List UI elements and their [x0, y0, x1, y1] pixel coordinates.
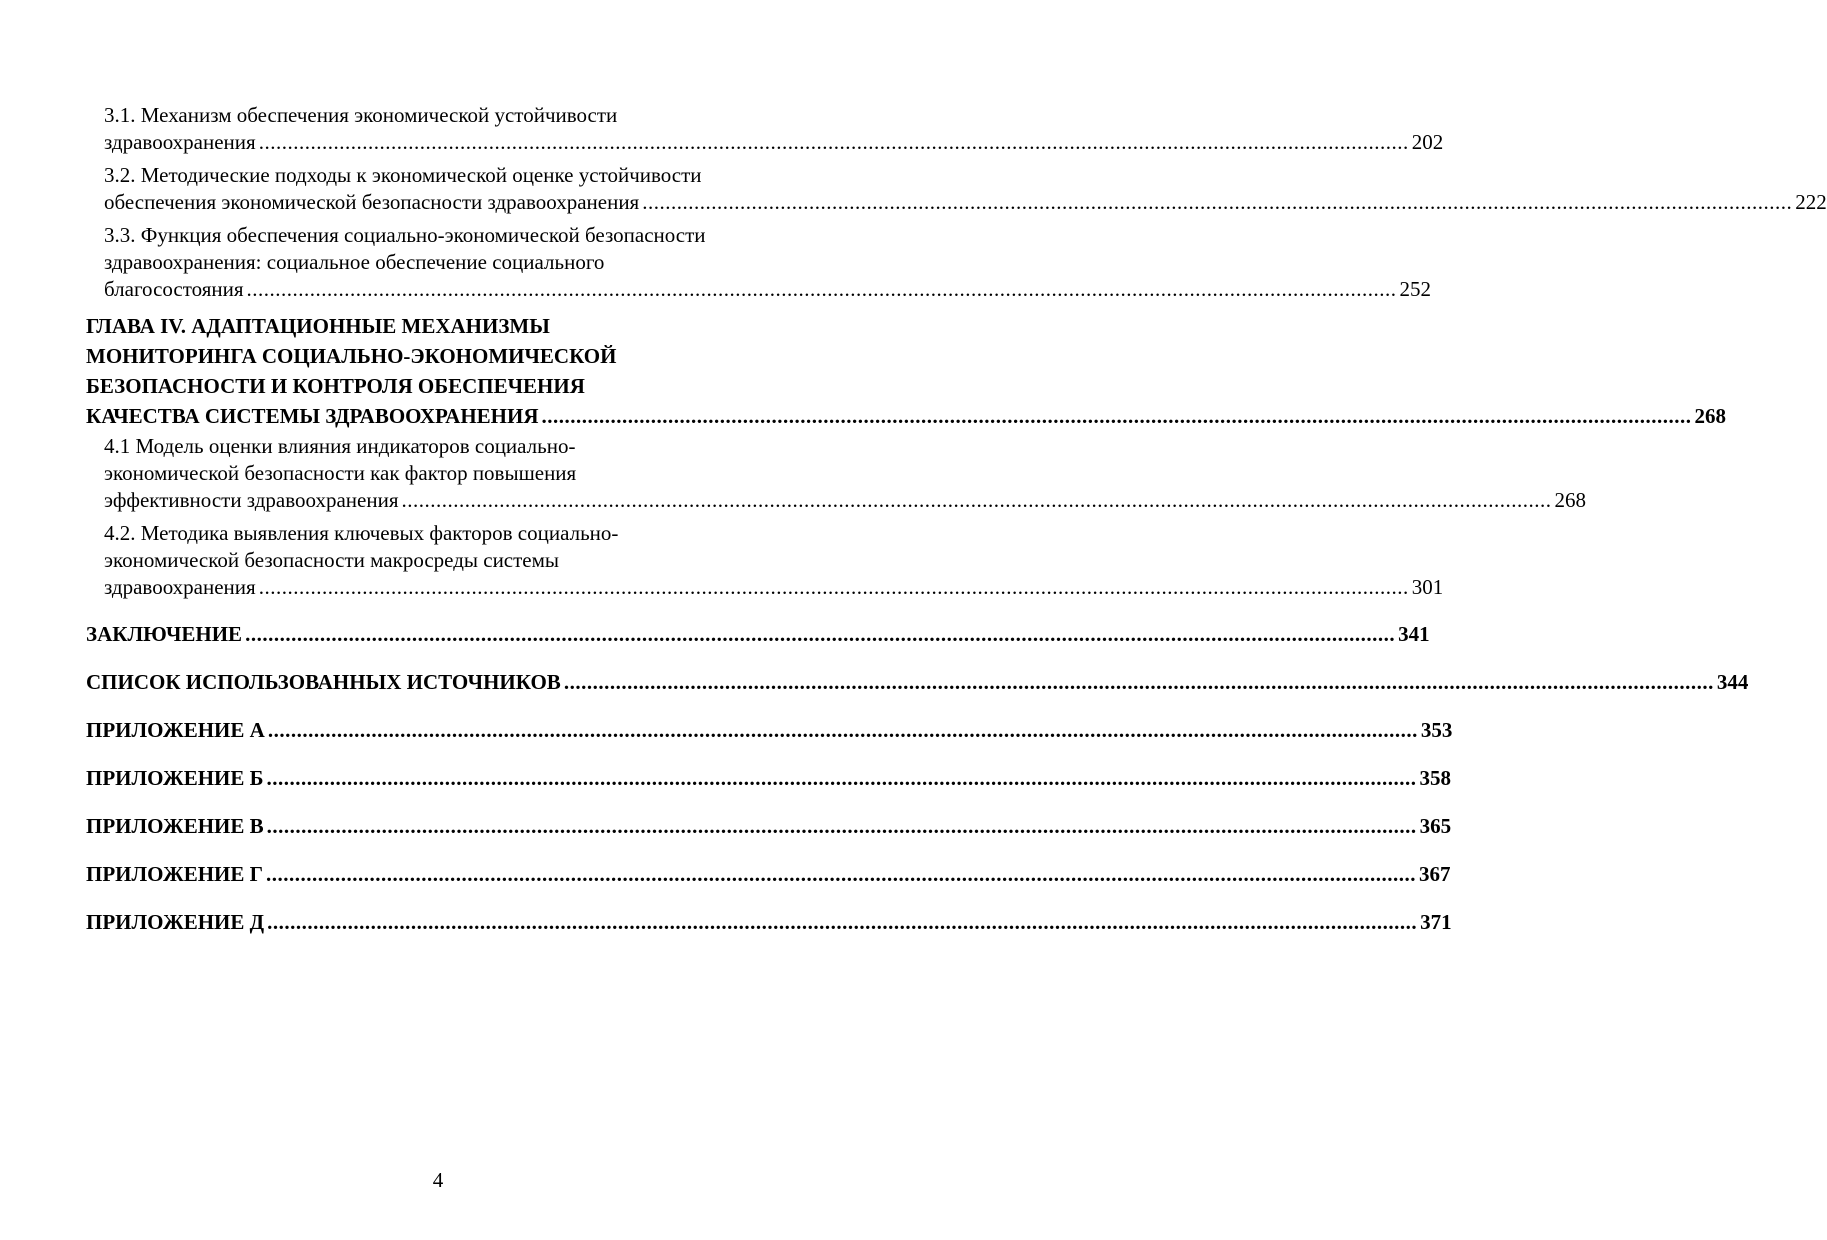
toc-entry-line: ГЛАВА IV. АДАПТАЦИОННЫЕ МЕХАНИЗМЫ — [86, 314, 550, 338]
toc-page-number: 367 — [1419, 862, 1451, 886]
toc-entry-text: эффективности здравоохранения — [104, 488, 399, 512]
dot-leader: ........................................................................................................................................................................................................ — [258, 130, 1409, 154]
dot-leader: ........................................................................................................................................................................................................ — [246, 277, 1397, 301]
dot-leader: ........................................................................................................................................................................................................ — [642, 190, 1793, 214]
toc-appendix-v[interactable] — [86, 811, 1452, 841]
toc-entry-text: обеспечения экономической безопасности здравоохранения — [104, 190, 640, 214]
toc-entry-last-line — [104, 189, 1827, 216]
toc-page-number: 268 — [1554, 488, 1586, 512]
toc-entry-text: ПРИЛОЖЕНИЕ Г — [86, 862, 264, 886]
toc-entry-last-line — [86, 811, 1452, 841]
toc-entry-line: экономической безопасности макросреды системы — [104, 548, 560, 572]
toc-page-number: 222 — [1795, 190, 1827, 214]
dot-leader: ........................................................................................................................................................................................................ — [266, 862, 1417, 886]
toc-page-number: 268 — [1694, 404, 1727, 428]
toc-entry-last-line — [104, 276, 1432, 303]
toc-entry-text: КАЧЕСТВА СИСТЕМЫ ЗДРАВООХРАНЕНИЯ — [86, 404, 539, 428]
toc-entry-text: ПРИЛОЖЕНИЕ В — [86, 814, 264, 838]
toc-entry-text: ПРИЛОЖЕНИЕ А — [86, 718, 265, 742]
toc-entry-last-line — [86, 715, 1453, 745]
dot-leader: ........................................................................................................................................................................................................ — [258, 575, 1409, 599]
toc-entry-text: ЗАКЛЮЧЕНИЕ — [86, 622, 243, 646]
table-of-contents — [86, 102, 1827, 937]
toc-entry-last-line — [104, 487, 1586, 514]
toc-entry-last-line — [86, 907, 1452, 937]
dot-leader: ........................................................................................................................................................................................................ — [267, 910, 1418, 934]
toc-entry-line: 4.2. Методика выявления ключевых факторов социально- — [104, 521, 619, 545]
toc-entry-text: СПИСОК ИСПОЛЬЗОВАННЫХ ИСТОЧНИКОВ — [86, 670, 561, 694]
toc-appendix-g[interactable] — [86, 859, 1451, 889]
toc-entry-line: экономической безопасности как фактор повышения — [104, 461, 577, 485]
dot-leader: ........................................................................................................................................................................................................ — [541, 404, 1692, 428]
toc-page-number: 341 — [1398, 622, 1430, 646]
toc-appendix-b[interactable] — [86, 763, 1452, 793]
toc-page-number: 358 — [1419, 766, 1452, 790]
toc-entry-text: ПРИЛОЖЕНИЕ Д — [86, 910, 265, 934]
toc-entry-text: здравоохранения — [104, 575, 256, 599]
toc-entry-last-line — [86, 763, 1452, 793]
toc-page-number: 353 — [1420, 718, 1453, 742]
toc-entry-text: благосостояния — [104, 277, 244, 301]
toc-entry-line: МОНИТОРИНГА СОЦИАЛЬНО-ЭКОНОМИЧЕСКОЙ — [86, 344, 617, 368]
toc-page-number: 344 — [1716, 670, 1749, 694]
dot-leader: ........................................................................................................................................................................................................ — [401, 488, 1552, 512]
toc-entry-line: БЕЗОПАСНОСТИ И КОНТРОЛЯ ОБЕСПЕЧЕНИЯ — [86, 374, 585, 398]
toc-entry-line: 3.1. Механизм обеспечения экономической устойчивости — [104, 103, 618, 127]
toc-appendix-d[interactable] — [86, 907, 1452, 937]
dot-leader: ........................................................................................................................................................................................................ — [563, 670, 1714, 694]
toc-entry-4-2[interactable] — [86, 520, 1444, 601]
toc-entry-4-1[interactable] — [86, 433, 1586, 514]
toc-entry-last-line — [104, 129, 1444, 156]
toc-conclusion[interactable] — [86, 619, 1430, 649]
toc-entry-line: 3.3. Функция обеспечения социально-экономической безопасности — [104, 223, 706, 247]
dot-leader: ........................................................................................................................................................................................................ — [245, 622, 1396, 646]
toc-entry-last-line — [104, 574, 1444, 601]
toc-page-number: 252 — [1399, 277, 1432, 301]
toc-entry-last-line — [86, 859, 1451, 889]
toc-references[interactable] — [86, 667, 1749, 697]
toc-entry-last-line — [86, 619, 1430, 649]
dot-leader: ........................................................................................................................................................................................................ — [266, 766, 1417, 790]
toc-entry-text: здравоохранения — [104, 130, 256, 154]
toc-entry-3-2[interactable] — [86, 162, 1827, 216]
toc-page-number: 202 — [1411, 130, 1444, 154]
toc-entry-line: 3.2. Методические подходы к экономической оценке устойчивости — [104, 163, 702, 187]
toc-entry-line: здравоохранения: социальное обеспечение социального — [104, 250, 605, 274]
toc-page-number: 301 — [1411, 575, 1444, 599]
toc-entry-last-line — [86, 667, 1749, 697]
toc-page-number: 365 — [1419, 814, 1452, 838]
dot-leader: ........................................................................................................................................................................................................ — [267, 718, 1418, 742]
toc-entry-3-1[interactable] — [86, 102, 1444, 156]
toc-page-number: 371 — [1420, 910, 1452, 934]
page-number: 4 — [432, 1168, 444, 1192]
toc-appendix-a[interactable] — [86, 715, 1453, 745]
dot-leader: ........................................................................................................................................................................................................ — [266, 814, 1417, 838]
toc-entry-last-line — [86, 401, 1727, 431]
toc-entry-line: 4.1 Модель оценки влияния индикаторов социально- — [104, 434, 576, 458]
toc-chapter-4[interactable] — [86, 311, 1727, 431]
toc-entry-3-3[interactable] — [86, 222, 1432, 303]
toc-entry-text: ПРИЛОЖЕНИЕ Б — [86, 766, 264, 790]
